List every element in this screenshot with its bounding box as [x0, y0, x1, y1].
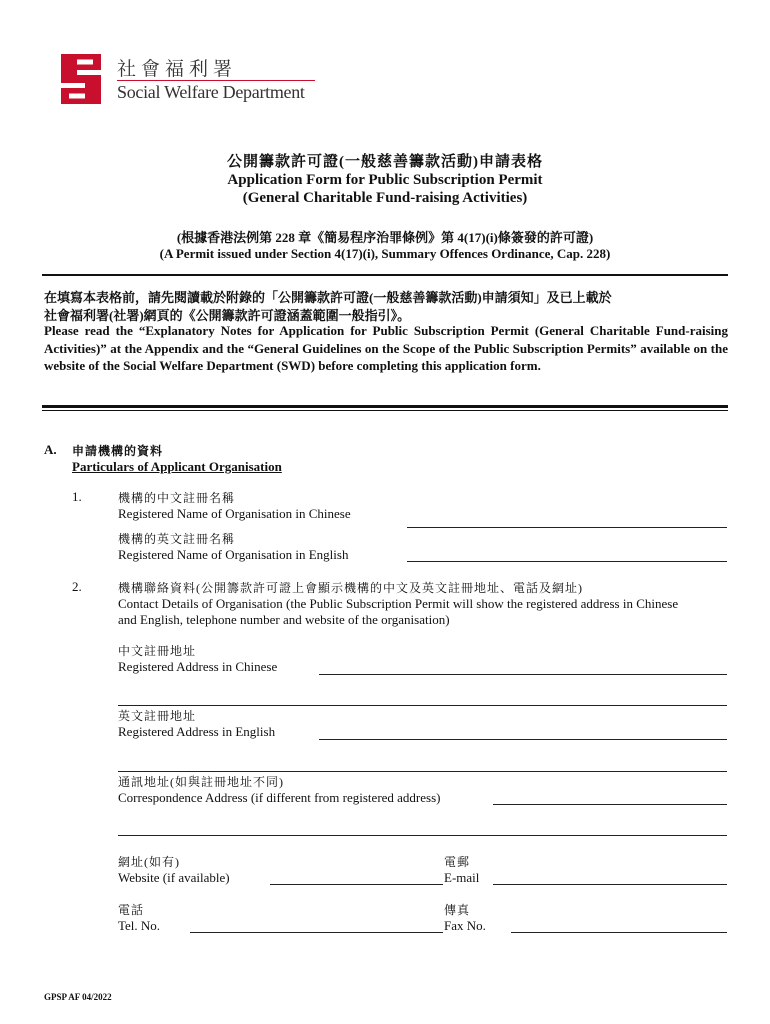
section-a-letter: A. [44, 442, 57, 457]
address-english-label-en: Registered Address in English [118, 724, 276, 739]
correspondence-field-line1[interactable] [493, 804, 727, 805]
divider-top [42, 274, 728, 276]
tel-label-en: Tel. No. [118, 918, 161, 933]
permit-basis-english: (A Permit issued under Section 4(17)(i), Summary Offences Ordinance, Cap. 228) [159, 246, 611, 261]
question-2-number: 2. [72, 579, 82, 594]
email-label-en: E-mail [444, 870, 480, 885]
name-english-label-zh: 機構的英文註冊名稱 [118, 532, 236, 546]
notice-english: Please read the “Explanatory Notes for Application for Public Subscription Permit (General Charitable Fund-raising Activities)” at the Appendix and the “General Guidelines on the Scope of the Public Subscription Permits” available on the website of the Social Welfare Department (SWD) before completing this application form. [44, 323, 728, 373]
address-chinese-label-zh: 中文註冊地址 [118, 644, 197, 658]
contact-intro-en-line1: Contact Details of Organisation (the Public Subscription Permit will show the registered address in Chinese [118, 596, 679, 611]
address-english-field-line2[interactable] [118, 771, 727, 772]
name-chinese-label-zh: 機構的中文註冊名稱 [118, 491, 236, 505]
name-chinese-label-en: Registered Name of Organisation in Chinese [118, 506, 351, 521]
name-english-field[interactable] [407, 561, 727, 562]
tel-field[interactable] [190, 932, 443, 933]
form-title-english-line1: Application Form for Public Subscription Permit [227, 172, 543, 188]
form-title-chinese: 公開籌款許可證(一般慈善籌款活動)申請表格 [227, 154, 543, 170]
divider-bottom-thick [42, 405, 728, 408]
contact-intro-zh: 機構聯絡資料(公開籌款許可證上會顯示機構的中文及英文註冊地址、電話及網址) [118, 581, 583, 595]
correspondence-label-zh: 通訊地址(如與註冊地址不同) [118, 775, 284, 789]
correspondence-label-en: Correspondence Address (if different from registered address) [118, 790, 441, 805]
question-1-number: 1. [72, 489, 82, 504]
form-title-english-line2: (General Charitable Fund-raising Activities) [242, 190, 528, 206]
form-code: GPSP AF 04/2022 [44, 992, 112, 1002]
tel-label-zh: 電話 [118, 903, 145, 917]
email-label-zh: 電郵 [444, 855, 471, 869]
address-chinese-label-en: Registered Address in Chinese [118, 659, 278, 674]
address-chinese-field-line2[interactable] [118, 705, 727, 706]
logo-text-chinese: 社會福利署 [117, 59, 238, 80]
divider-bottom-thin [42, 410, 728, 411]
website-label-zh: 網址(如有) [118, 855, 180, 869]
notice-chinese-line1: 在填寫本表格前，請先閱讀載於附錄的「公開籌款許可證(一般慈善籌款活動)申請須知」及已上載於 [44, 290, 612, 305]
notice-chinese-line2: 社會福利署(社署)網頁的《公開籌款許可證涵蓋範圍一般指引》。 [44, 308, 411, 323]
address-english-field-line1[interactable] [319, 739, 727, 740]
fax-label-zh: 傳真 [444, 903, 471, 917]
logo-text-english: Social Welfare Department [117, 82, 305, 102]
address-english-label-zh: 英文註冊地址 [118, 709, 197, 723]
permit-basis-chinese: (根據香港法例第 228 章《簡易程序治罪條例》第 4(17)(i)條簽發的許可證) [176, 230, 594, 245]
name-chinese-field[interactable] [407, 527, 727, 528]
fax-field[interactable] [511, 932, 727, 933]
section-a-title-english: Particulars of Applicant Organisation [72, 459, 282, 474]
website-label-en: Website (if available) [118, 870, 230, 885]
logo-divider [117, 80, 315, 81]
fax-label-en: Fax No. [444, 918, 486, 933]
section-a-title-chinese: 申請機構的資料 [72, 444, 164, 458]
correspondence-field-line2[interactable] [118, 835, 727, 836]
email-field[interactable] [493, 884, 727, 885]
address-chinese-field-line1[interactable] [319, 674, 727, 675]
name-english-label-en: Registered Name of Organisation in English [118, 547, 349, 562]
contact-intro-en-line2: and English, telephone number and website of the organisation) [118, 612, 450, 627]
website-field[interactable] [270, 884, 443, 885]
swd-logo-icon [57, 50, 105, 108]
